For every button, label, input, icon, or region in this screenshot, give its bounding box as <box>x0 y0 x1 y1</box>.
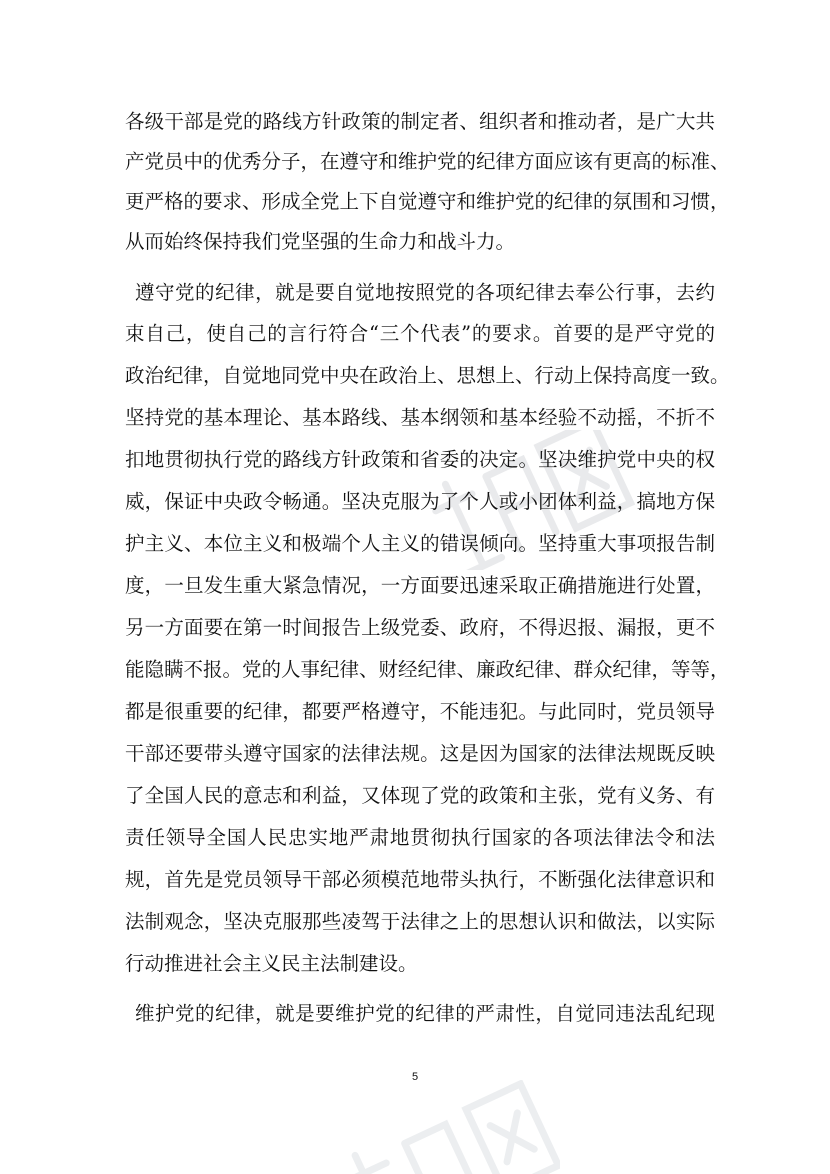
text-line: 扣地贯彻执行党的路线方针政策和省委的决定。坚决维护党中央的权 <box>125 448 715 471</box>
text-line: 规，首先是党员领导干部必须模范地带头执行，不断强化法律意识和 <box>125 868 715 891</box>
text-line: 政治纪律，自觉地同党中央在政治上、思想上、行动上保持高度一致。 <box>125 364 730 387</box>
text-line: 遵守党的纪律，就是要自觉地按照党的各项纪律去奉公行事，去约 <box>135 281 715 304</box>
text-line: 度，一旦发生重大紧急情况，一方面要迅速采取正确措施进行处置， <box>125 574 715 597</box>
text-line: 更严格的要求、形成全党上下自觉遵守和维护党的纪律的氛围和习惯， <box>125 190 730 213</box>
text-line: 法制观念，坚决克服那些凌驾于法律之上的思想认识和做法，以实际 <box>125 910 715 933</box>
text-line: 干部还要带头遵守国家的法律法规。这是因为国家的法律法规既反映 <box>125 742 715 765</box>
text-line: 从而始终保持我们党坚强的生命力和战斗力。 <box>125 230 516 253</box>
text-line: 了全国人民的意志和利益，又体现了党的政策和主张，党有义务、有 <box>125 784 715 807</box>
text-line: 产党员中的优秀分子，在遵守和维护党的纪律方面应该有更高的标准、 <box>125 150 730 173</box>
text-line: 维护党的纪律，就是要维护党的纪律的严肃性，自觉同违法乱纪现 <box>135 1002 715 1025</box>
text-line: 护主义、本位主义和极端个人主义的错误倾向。坚持重大事项报告制 <box>125 532 715 555</box>
watermark-stamp <box>320 1080 560 1174</box>
text-line: 都是很重要的纪律，都要严格遵守，不能违犯。与此同时，党员领导 <box>125 700 715 723</box>
text-line: 责任领导全国人民忠实地严肃地贯彻执行国家的各项法律法令和法 <box>125 826 715 849</box>
text-line: 能隐瞒不报。党的人事纪律、财经纪律、廉政纪律、群众纪律，等等， <box>125 658 730 681</box>
text-line: 行动推进社会主义民主法制建设。 <box>125 952 418 975</box>
text-line: 坚持党的基本理论、基本路线、基本纲领和基本经验不动摇，不折不 <box>125 406 715 429</box>
page-number: 5 <box>411 1071 419 1083</box>
text-line: 各级干部是党的路线方针政策的制定者、组织者和推动者，是广大共 <box>125 110 715 133</box>
text-line: 另一方面要在第一时间报告上级党委、政府，不得迟报、漏报，更不 <box>125 616 715 639</box>
text-line: 束自己，使自己的言行符合“三个代表”的要求。首要的是严守党的 <box>125 322 715 345</box>
text-line: 威，保证中央政令畅通。坚决克服为了个人或小团体利益，搞地方保 <box>125 490 715 513</box>
